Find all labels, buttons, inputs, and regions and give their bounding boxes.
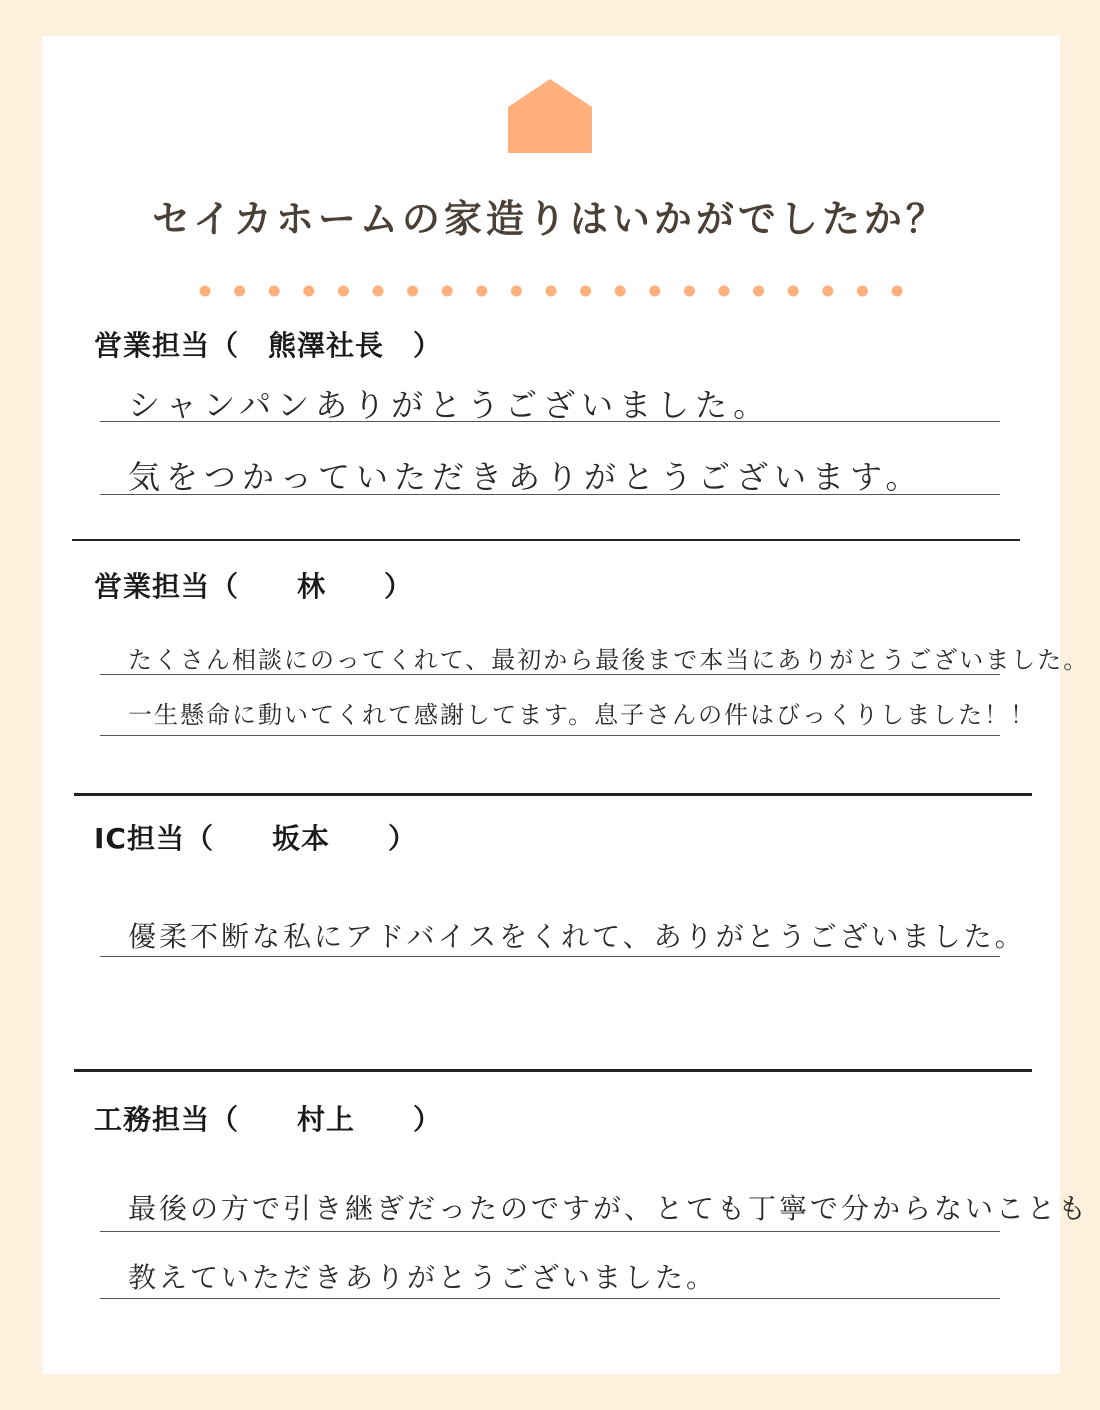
page-title: セイカホームの家造りはいかがでしたか？ [152, 197, 948, 241]
section-divider [74, 793, 1032, 796]
divider-dot [338, 286, 349, 297]
divider-dot [546, 286, 557, 297]
divider-dot [719, 286, 730, 297]
divider-dot [234, 286, 245, 297]
divider-dot [892, 286, 903, 297]
dot-divider [190, 280, 910, 300]
section-divider [74, 1069, 1032, 1072]
divider-dot [373, 286, 384, 297]
comment-line: 教えていただきありがとうございました。 [128, 1261, 718, 1294]
writing-rule [100, 421, 1000, 422]
section-label-sales-hayashi: 営業担当（ 林 ） [94, 570, 414, 603]
writing-rule [100, 735, 1000, 736]
comment-line: 最後の方で引き継ぎだったのですが、とても丁寧で分からないことも [128, 1192, 1090, 1225]
section-label-sales-kumazawa: 営業担当（ 熊澤社長 ） [94, 329, 443, 362]
divider-dot [200, 286, 211, 297]
writing-rule [100, 674, 1000, 675]
section-label-ic-sakamoto: IC担当（ 坂本 ） [94, 822, 417, 855]
comment-line: シャンパンありがとうございました。 [128, 386, 772, 424]
section-divider [72, 539, 1020, 541]
writing-rule [100, 1298, 1000, 1299]
divider-dot [269, 286, 280, 297]
divider-dot [788, 286, 799, 297]
divider-dot [857, 286, 868, 297]
comment-line: 優柔不断な私にアドバイスをくれて、ありがとうございました。 [128, 920, 1026, 953]
divider-dot [753, 286, 764, 297]
house-icon [508, 79, 592, 153]
section-label-construction-murakami: 工務担当（ 村上 ） [94, 1103, 443, 1136]
divider-dot [303, 286, 314, 297]
divider-dot [442, 286, 453, 297]
divider-dot [511, 286, 522, 297]
comment-line: たくさん相談にのってくれて、最初から最後まで本当にありがとうございました。 [128, 646, 1090, 674]
writing-rule [100, 956, 1000, 957]
comment-line: 気をつかっていただきありがとうございます。 [128, 458, 924, 496]
writing-rule [100, 1231, 1000, 1232]
divider-dot [580, 286, 591, 297]
divider-dot [407, 286, 418, 297]
divider-dot [476, 286, 487, 297]
divider-dot [684, 286, 695, 297]
divider-dot [822, 286, 833, 297]
comment-line: 一生懸命に動いてくれて感謝してます。息子さんの件はびっくりしました！！ [128, 701, 1037, 729]
divider-dot [649, 286, 660, 297]
writing-rule [100, 494, 1000, 495]
divider-dot [615, 286, 626, 297]
